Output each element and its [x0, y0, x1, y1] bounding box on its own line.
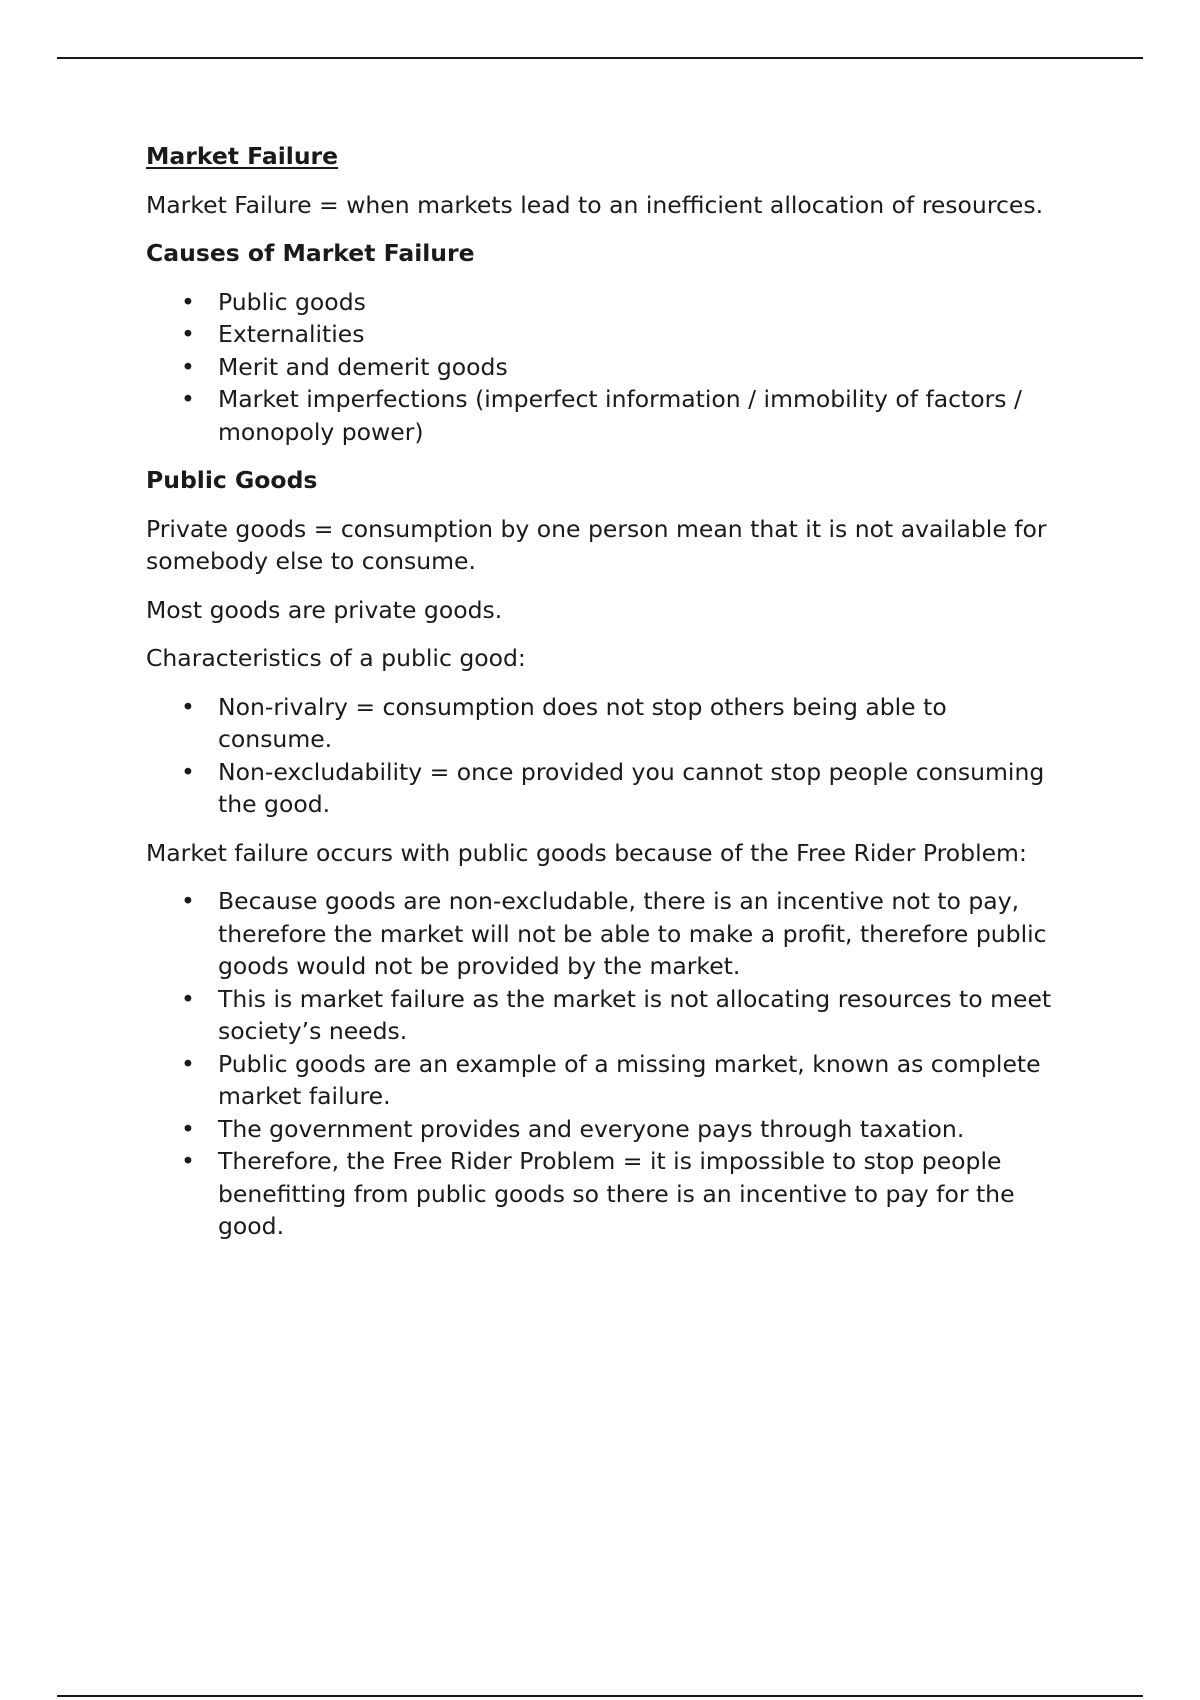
causes-list: [146, 286, 1066, 449]
list-item: • Non-excludability = once provided you cannot stop people consuming the good.: [146, 756, 1066, 821]
list-item: • Externalities: [146, 318, 1066, 351]
page-title: Market Failure: [146, 142, 339, 170]
list-item: • Merit and demerit goods: [146, 351, 1066, 384]
list-item: • Public goods are an example of a missing market, known as complete market failure.: [146, 1048, 1066, 1113]
private-goods-definition: Private goods = consumption by one person mean that it is not available for somebody else to consume.: [146, 514, 1047, 575]
causes-heading: Causes of Market Failure: [146, 239, 475, 267]
free-rider-list: [146, 885, 1066, 1243]
list-item: • Market imperfections (imperfect information / immobility of factors / monopoly power): [146, 383, 1066, 448]
list-item: • Therefore, the Free Rider Problem = it is impossible to stop people benefitting from public goods so there is an incentive to pay for the good.: [146, 1145, 1066, 1243]
most-goods-text: Most goods are private goods.: [146, 595, 503, 624]
list-item: • This is market failure as the market is not allocating resources to meet society’s needs.: [146, 983, 1066, 1048]
list-item: • Non-rivalry = consumption does not stop others being able to consume.: [146, 691, 1066, 756]
characteristics-list: [146, 691, 1066, 821]
characteristics-intro: Characteristics of a public good:: [146, 644, 526, 672]
header-rule: [57, 57, 1143, 59]
market-failure-definition: Market Failure = when markets lead to an inefficient allocation of resources.: [146, 190, 1044, 219]
list-item: • The government provides and everyone pays through taxation.: [146, 1113, 1066, 1146]
footer-rule: [57, 1695, 1143, 1697]
public-goods-heading: Public Goods: [146, 466, 318, 494]
document-body: [146, 140, 1066, 1259]
list-item: • Because goods are non-excludable, there is an incentive not to pay, therefore the market will not be able to make a profit, therefore public goods would not be provided by the market.: [146, 885, 1066, 983]
list-item: • Public goods: [146, 286, 1066, 319]
free-rider-intro: Market failure occurs with public goods because of the Free Rider Problem:: [146, 838, 1027, 867]
